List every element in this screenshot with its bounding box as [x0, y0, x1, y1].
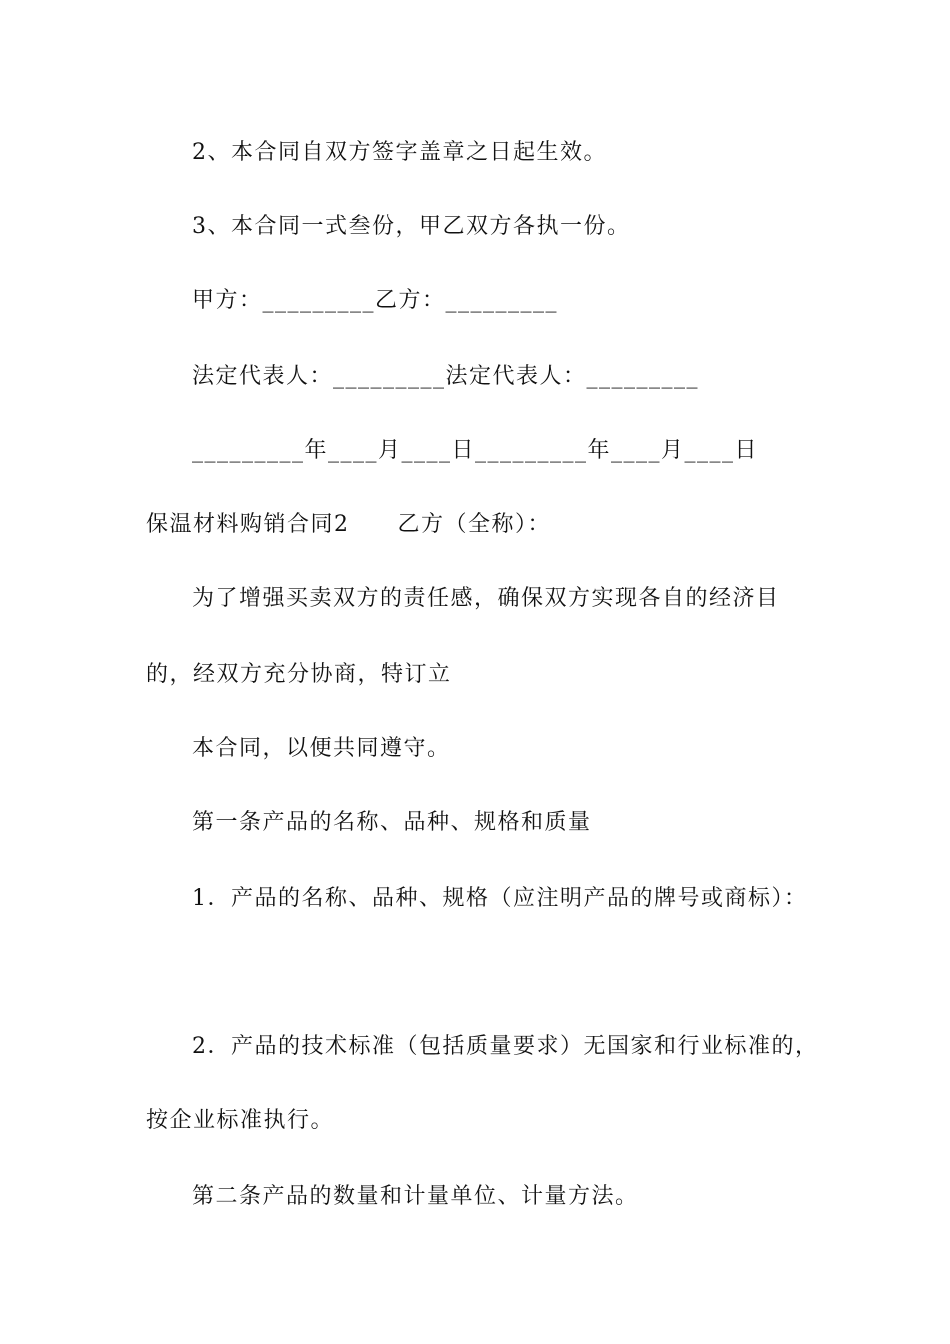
clause-copies: 3、本合同一式叁份，甲乙双方各执一份。	[192, 214, 631, 239]
preamble-line-3: 本合同，以便共同遵守。	[192, 736, 451, 761]
preamble-line-1: 为了增强买卖双方的责任感，确保双方实现各自的经济目	[192, 586, 780, 611]
article-1-item-2-continued: 按企业标准执行。	[146, 1108, 335, 1133]
article-1-heading: 第一条产品的名称、品种、规格和质量	[192, 810, 592, 835]
article-1-item-2: 2．产品的技术标准（包括质量要求）无国家和行业标准的，	[192, 1034, 819, 1059]
contract-title: 保温材料购销合同2	[146, 512, 350, 537]
clause-effective-date: 2、本合同自双方签字盖章之日起生效。	[192, 140, 607, 165]
preamble-line-2: 的，经双方充分协商，特订立	[146, 662, 452, 687]
legal-representative-line: 法定代表人：_________法定代表人：_________	[192, 364, 700, 389]
article-1-item-1: 1．产品的名称、品种、规格（应注明产品的牌号或商标）：	[192, 886, 808, 911]
party-signature-line: 甲方：_________乙方：_________	[192, 288, 559, 313]
date-line: _________年____月____日_________年____月____日	[192, 438, 759, 463]
party-b-label: 乙方（全称）：	[397, 512, 552, 537]
contract-title-line	[146, 510, 551, 540]
article-2-heading: 第二条产品的数量和计量单位、计量方法。	[192, 1184, 639, 1209]
